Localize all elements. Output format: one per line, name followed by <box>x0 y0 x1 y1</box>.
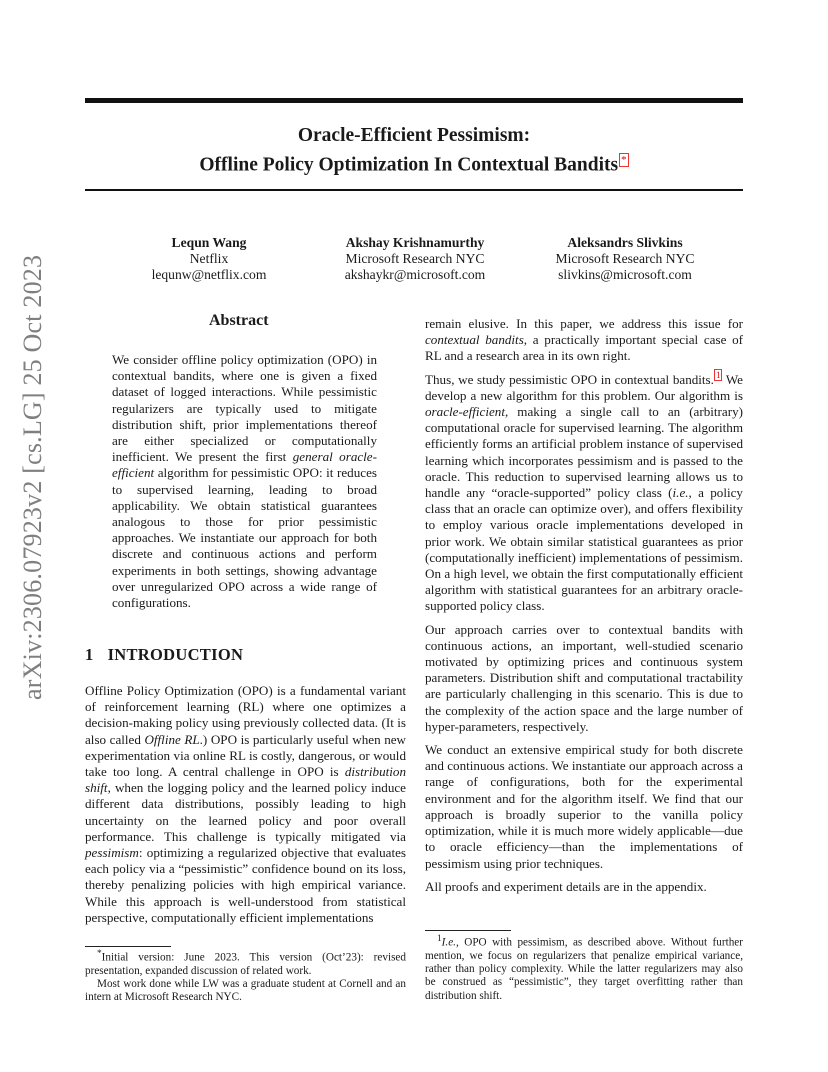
author-email: lequnw@netflix.com <box>151 267 267 282</box>
footnotes-left <box>85 948 406 1005</box>
author-name: Akshay Krishnamurthy <box>345 235 485 250</box>
footnote-1: $^1$I.e., OPO with pessimism, as described above. Without further mention, we focus on regularizers that penalize empirical variance, rather than policy complexity. While the latter regularizers may also be construed as “pessimistic”, they target overfitting rather than distribution shift. <box>425 934 743 1002</box>
footnote-title: *Initial version: June 2023. This version (Oct’23): revised presentation, expanded discussion of related work. <box>85 949 406 977</box>
author-block-1 <box>136 235 282 283</box>
title-rule <box>85 189 743 191</box>
section-title: INTRODUCTION <box>107 645 244 664</box>
author-block-2 <box>320 235 510 283</box>
footnote-link[interactable]: 1 <box>715 370 721 381</box>
right-column <box>425 316 743 902</box>
footnote-rule-right <box>425 930 511 931</box>
intro-paragraph-1: Offline Policy Optimization (OPO) is a fundamental variant of reinforcement learning (RL) where one optimizes a decision-making policy using previously collected data. (It is also called Offline RL.) OPO is particularly useful when new experimentation via online RL is costly, dangerous, or would take too long. A central challenge in OPO is distribution shift, when the logging policy and the learned policy induce different data distributions, possibly leading to high uncertainty on the learned policy and poor overall performance. This challenge is typically mitigated via pessimism: optimizing a regularized objective that evaluates each policy via a “pessimistic” confidence bound on its loss, thereby penalizing policies with high empirical variance. While this approach is well-understood from statistical perspective, computationally efficient implementations <box>85 683 407 925</box>
paper-title <box>85 123 743 178</box>
abstract-body: We consider offline policy optimization (OPO) in contextual bandits, where one is given a fixed dataset of logged interactions. While pessimistic regularizers are typically used to mitigate distribution shift, prior implementations thereof are either specialized or computationally inefficient. We present the first general oracle-efficient algorithm for pessimistic OPO: it reduces to supervised learning, leading to broad applicability. We obtain statistical guarantees analogous to those for prior pessimistic approaches. We instantiate our approach for both discrete and continuous actions and perform experiments in both settings, showing advantage over unregularized OPO across a wide range of configurations. <box>112 352 377 611</box>
author-name: Aleksandrs Slivkins <box>567 235 683 250</box>
top-rule <box>85 98 743 103</box>
footnote-affiliation-note: Most work done while LW was a graduate student at Cornell and an intern at Microsoft Research NYC. <box>85 978 406 1004</box>
title-footnote-link[interactable]: * <box>621 154 627 166</box>
author-affiliation: Microsoft Research NYC <box>555 251 695 266</box>
author-email: akshaykr@microsoft.com <box>344 267 486 282</box>
footnotes-right <box>425 933 743 1003</box>
section-number: 1 <box>85 645 94 664</box>
author-name: Lequn Wang <box>171 235 247 250</box>
author-affiliation: Netflix <box>189 251 229 266</box>
author-affiliation: Microsoft Research NYC <box>345 251 485 266</box>
intro-paragraph-continued: remain elusive. In this paper, we address this issue for contextual bandits, a practically important special case of RL and a research area in its own right. <box>425 316 743 364</box>
title-line-1: Oracle-Efficient Pessimism: <box>297 125 531 146</box>
intro-paragraph-3: Our approach carries over to contextual bandits with continuous actions, an important, well-studied scenario motivated by optimizing prices and continuous system parameters. Distribution shift and computational tractability are particularly challenging in this scenario. This is due to the complexity of the action space and the large number of hyper-parameters, respectively. <box>425 621 743 734</box>
intro-paragraph-5: All proofs and experiment details are in the appendix. <box>425 878 707 894</box>
abstract-heading: Abstract <box>209 312 269 329</box>
author-email: slivkins@microsoft.com <box>558 267 692 282</box>
footnote-rule-left <box>85 946 171 947</box>
author-block-3 <box>540 235 710 283</box>
intro-paragraph-4: We conduct an extensive empirical study for both discrete and continuous actions. We instantiate our approach across a range of configurations, both for the experimental environment and for the algorithm itself. We find that our approach is broadly superior to the vanilla policy optimization, while it is much more widely applicable—due to oracle efficiency—than the implementations of pessimism using prior techniques. <box>425 742 743 871</box>
intro-paragraph-2: Thus, we study pessimistic OPO in contextual bandits. $^1$ We develop a new algorithm for this problem. Our algorithm is oracle-efficient, making a single call to an (arbitrary) computational oracle for supervised learning. The algorithm efficiently forms an artificial problem instance of supervised learning which incorporates pessimism and is passed to the oracle. This reduction to supervised learning allows us to handle any “oracle-supported” policy class (i.e., a policy class that an oracle can optimize over), and offers flexibility to employ various oracle implementations developed in prior work. We obtain similar statistical guarantees as prior (computationally inefficient) implementations of pessimism. On a high level, we obtain the first computationally efficient algorithm with statistical guarantees for an arbitrary oracle-supported policy class. <box>425 370 743 614</box>
section-heading <box>85 645 243 665</box>
title-line-2: Offline Policy Optimization In Contextual Bandits <box>199 154 619 176</box>
arxiv-stamp: arXiv:2306.07923v2 [cs.LG] 25 Oct 2023 <box>18 254 47 700</box>
